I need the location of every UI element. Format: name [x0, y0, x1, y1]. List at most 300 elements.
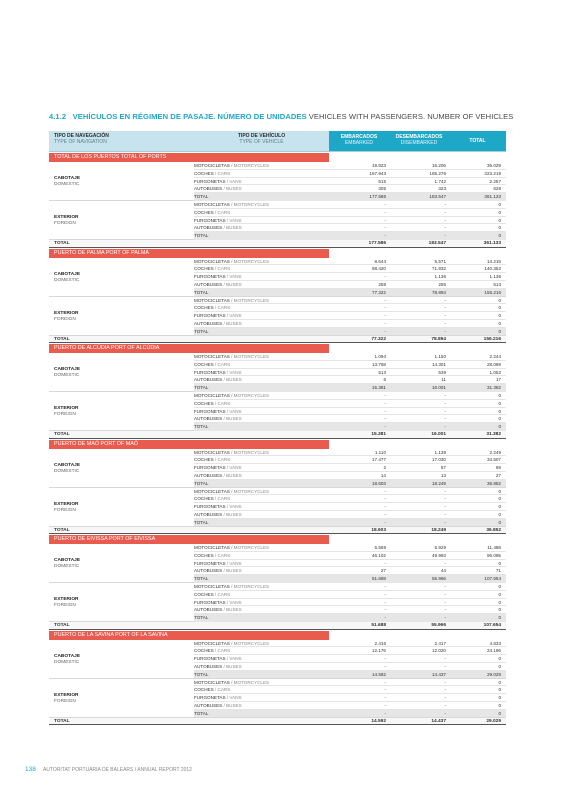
disembarked-value: 16.001: [431, 385, 446, 391]
vehicle-type-en: CARS: [217, 361, 231, 367]
grand-embarked: 77.322: [371, 336, 386, 342]
embarked-value: 13.768: [371, 361, 386, 367]
disembarked-value: 13: [440, 472, 446, 478]
table-row: [194, 583, 506, 591]
navigation-type-en: DOMESTIC: [54, 373, 80, 378]
label-separator: /: [213, 170, 218, 176]
navigation-block-domestic: [49, 640, 506, 679]
vehicle-type-es: TOTAL: [194, 671, 209, 677]
vehicle-type-label: [194, 392, 269, 400]
navigation-block-domestic: [49, 258, 506, 297]
embarked-value: -: [384, 702, 386, 708]
vehicle-type-es: MOTOCICLETAS: [194, 354, 230, 359]
disembarked-value: -: [444, 504, 446, 510]
vehicle-type-label: [194, 544, 269, 552]
port-section: [49, 440, 506, 535]
vehicle-type-label: [194, 495, 230, 503]
grand-disembarked: 55.966: [431, 623, 446, 628]
section-title: [49, 112, 519, 121]
port-name-en: PORT OF ALCÚDIA: [111, 345, 160, 351]
port-section: [49, 535, 506, 630]
header-des-en: DISEMBARKED: [400, 140, 438, 146]
grand-disembarked: 16.001: [431, 432, 446, 437]
label-separator: /: [225, 408, 230, 414]
total-value: 0: [498, 328, 501, 334]
vehicle-type-en: CARS: [217, 552, 231, 558]
vehicle-type-en: MOTORCYCLES: [233, 393, 270, 398]
vehicle-type-label: [194, 552, 230, 560]
disembarked-value: 323: [438, 186, 446, 192]
label-separator: /: [213, 687, 218, 693]
port-banner: [49, 440, 329, 449]
label-separator: /: [229, 297, 234, 303]
embarked-value: 17.477: [371, 457, 386, 463]
port-banner: [49, 344, 329, 353]
vehicle-type-es: AUTOBUSES: [194, 663, 223, 669]
vehicle-type-es: TOTAL: [194, 480, 209, 486]
vehicle-type-en: BUSES: [226, 568, 242, 574]
table-row: [194, 415, 506, 423]
total-value: 0: [498, 400, 501, 406]
total-value: 27: [495, 472, 501, 478]
table-header: [49, 131, 506, 152]
vehicle-type-es: AUTOBUSES: [194, 320, 223, 326]
disembarked-value: -: [444, 591, 446, 597]
total-value: 0: [498, 320, 501, 326]
section-number: 4.1.2: [49, 112, 67, 121]
label-separator: /: [225, 599, 230, 605]
embarked-value: -: [384, 328, 386, 334]
disembarked-value: 165.276: [429, 170, 446, 176]
header-emb-en: EMBARKED: [344, 140, 374, 146]
label-separator: /: [222, 416, 227, 422]
total-value: 96.095: [486, 552, 501, 558]
vehicle-type-es: FURGONETAS: [194, 408, 226, 414]
disembarked-value: -: [444, 400, 446, 406]
vehicle-type-label: [194, 679, 269, 687]
grand-embarked: 177.586: [368, 241, 386, 246]
total-value: 0: [498, 607, 501, 613]
disembarked-value: -: [444, 584, 446, 589]
label-separator: /: [222, 663, 227, 669]
port-name-es: PUERTO DE ALCÚDIA: [54, 345, 110, 351]
embarked-value: -: [384, 679, 386, 685]
disembarked-value: -: [444, 408, 446, 414]
table-row: [194, 232, 506, 240]
vehicle-type-es: AUTOBUSES: [194, 607, 223, 613]
table-row: [194, 686, 506, 694]
total-value: 0: [498, 217, 501, 223]
embarked-value: 157.943: [369, 170, 386, 176]
label-separator: /: [213, 552, 218, 558]
table-row: [194, 519, 506, 527]
total-value: 0: [498, 225, 501, 231]
grand-total: 36.852: [486, 527, 501, 533]
total-value: 71: [495, 568, 501, 574]
label-separator: /: [225, 656, 230, 662]
total-value: 2.244: [489, 354, 501, 359]
disembarked-value: -: [444, 615, 446, 621]
vehicle-type-en: MOTORCYCLES: [233, 202, 270, 207]
vehicle-type-label: [194, 232, 208, 240]
navigation-block-foreign: [49, 201, 506, 240]
total-value: 0: [498, 233, 501, 239]
port-name-en: PORT OF PALMA: [105, 249, 149, 256]
embarked-value: -: [384, 519, 386, 525]
total-value: 361.133: [484, 194, 501, 200]
total-value: 0: [498, 297, 501, 303]
navigation-type: [54, 654, 80, 666]
table-row: [194, 464, 506, 472]
navigation-type-es: CABOTAJE: [54, 367, 81, 372]
label-separator: /: [225, 695, 230, 701]
disembarked-value: -: [444, 702, 446, 708]
disembarked-value: -: [444, 313, 446, 319]
vehicle-type-label: [194, 193, 208, 201]
label-separator: /: [213, 648, 218, 654]
total-value: 2.257: [489, 178, 501, 184]
table-row: [194, 217, 506, 225]
header-total: [449, 131, 506, 151]
vehicle-type-es: COCHES: [194, 361, 214, 367]
vehicle-type-es: COCHES: [194, 305, 214, 311]
port-banner: [49, 535, 329, 544]
disembarked-value: 5.929: [434, 545, 446, 550]
vehicle-type-label: [194, 488, 269, 496]
vehicle-type-es: FURGONETAS: [194, 504, 226, 510]
total-value: 35.029: [486, 163, 501, 168]
label-separator: /: [213, 400, 218, 406]
vehicle-type-label: [194, 560, 242, 568]
grand-disembarked: 18.249: [431, 527, 446, 533]
label-separator: /: [222, 186, 227, 192]
total-value: 14.215: [486, 258, 501, 264]
disembarked-value: 183.547: [429, 194, 446, 200]
section-title-es: VEHÍCULOS EN RÉGIMEN DE PASAJE. NÚMERO DE UNIDADES: [72, 112, 307, 121]
total-value: 0: [498, 416, 501, 422]
table-row: [194, 265, 506, 273]
label-separator: /: [213, 305, 218, 311]
total-value: 4.833: [489, 640, 501, 646]
grand-total-label: TOTAL: [54, 432, 70, 437]
table-row: [194, 224, 506, 232]
disembarked-value: 16.206: [431, 163, 446, 168]
embarked-value: 258: [378, 281, 386, 287]
navigation-block-domestic: [49, 162, 506, 201]
table-row: [194, 408, 506, 416]
embarked-value: 177.586: [369, 194, 386, 200]
label-separator: /: [225, 465, 230, 471]
label-separator: /: [225, 504, 230, 510]
disembarked-value: -: [444, 599, 446, 605]
embarked-value: 305: [378, 186, 386, 192]
footer-report: ANNUAL REPORT 2012: [137, 767, 192, 773]
vehicle-type-label: [194, 297, 269, 305]
embarked-value: -: [384, 656, 386, 662]
vehicle-type-en: CARS: [217, 305, 231, 311]
vehicle-type-en: VANS: [229, 599, 242, 605]
vehicle-type-es: FURGONETAS: [194, 599, 226, 605]
embarked-value: 5.559: [374, 545, 386, 550]
embarked-value: 12.176: [371, 648, 386, 654]
total-value: 0: [498, 656, 501, 662]
disembarked-value: -: [444, 217, 446, 223]
vehicle-type-label: [194, 312, 242, 320]
grand-embarked: 14.592: [371, 718, 386, 724]
vehicle-type-es: COCHES: [194, 400, 214, 406]
embarked-value: -: [384, 599, 386, 605]
vehicle-type-es: MOTOCICLETAS: [194, 202, 230, 207]
grand-total-row: [49, 718, 506, 726]
table-row: [194, 655, 506, 663]
vehicle-type-en: BUSES: [226, 472, 242, 478]
vehicle-type-es: AUTOBUSES: [194, 416, 223, 422]
total-value: 0: [498, 599, 501, 605]
vehicle-type-es: FURGONETAS: [194, 217, 226, 223]
table-row: [194, 544, 506, 552]
header-navigation: [54, 133, 109, 145]
vehicle-type-es: AUTOBUSES: [194, 702, 223, 708]
embarked-value: 18.603: [371, 480, 386, 486]
disembarked-value: 2.417: [434, 640, 446, 646]
vehicle-type-label: [194, 320, 242, 328]
navigation-type: [54, 406, 79, 418]
vehicle-type-label: [194, 663, 242, 671]
total-value: 156.216: [484, 289, 501, 295]
label-separator: /: [222, 607, 227, 613]
total-value: 107.654: [484, 576, 501, 582]
vehicle-type-label: [194, 575, 208, 583]
vehicle-type-es: MOTOCICLETAS: [194, 449, 230, 455]
port-name-es: TOTAL DE LOS PUERTOS: [54, 154, 120, 160]
total-value: 0: [498, 560, 501, 566]
table-row: [194, 376, 506, 384]
navigation-type-es: EXTERIOR: [54, 597, 79, 602]
total-value: 28.069: [486, 361, 501, 367]
vehicle-type-label: [194, 640, 269, 648]
embarked-value: -: [384, 424, 386, 430]
table-row: [194, 185, 506, 193]
grand-embarked: 51.688: [371, 623, 386, 628]
vehicle-type-en: BUSES: [226, 663, 242, 669]
navigation-type-es: EXTERIOR: [54, 310, 79, 316]
table-row: [194, 162, 506, 170]
table-row: [194, 258, 506, 266]
table-row: [194, 694, 506, 702]
vehicle-type-es: MOTOCICLETAS: [194, 297, 230, 303]
disembarked-value: -: [444, 496, 446, 502]
embarked-value: 27: [380, 568, 386, 574]
total-value: 69: [495, 465, 501, 471]
navigation-type: [54, 502, 79, 514]
vehicle-type-es: MOTOCICLETAS: [194, 584, 230, 589]
page-number: 138: [25, 766, 36, 773]
disembarked-value: -: [444, 320, 446, 326]
vehicle-type-en: CARS: [217, 496, 231, 502]
disembarked-value: 5.571: [434, 258, 446, 264]
embarked-value: 1.094: [374, 354, 386, 359]
embarked-value: -: [384, 584, 386, 589]
vehicle-type-es: COCHES: [194, 209, 214, 215]
embarked-value: 15.381: [371, 385, 386, 391]
navigation-type-es: EXTERIOR: [54, 215, 79, 220]
vehicle-type-label: [194, 162, 269, 170]
total-value: 0: [498, 202, 501, 207]
vehicle-type-en: CARS: [217, 591, 231, 597]
label-separator: /: [229, 258, 234, 264]
table-row: [194, 591, 506, 599]
label-separator: /: [225, 217, 230, 223]
disembarked-value: 14.437: [431, 671, 446, 677]
table-row: [194, 297, 506, 305]
port-name-es: PUERTO DE PALMA: [54, 249, 105, 256]
vehicle-type-es: MOTOCICLETAS: [194, 679, 230, 685]
label-separator: /: [229, 163, 234, 168]
total-value: 0: [498, 496, 501, 502]
total-value: 513: [493, 281, 501, 287]
disembarked-value: 539: [438, 369, 446, 375]
section-title-en: VEHICLES WITH PASSENGERS. NUMBER OF VEHICLES: [308, 112, 514, 121]
vehicle-type-en: VANS: [229, 217, 242, 223]
embarked-value: -: [384, 504, 386, 510]
header-disembarked: [389, 131, 449, 151]
disembarked-value: -: [444, 656, 446, 662]
embarked-value: 51.688: [371, 576, 386, 582]
embarked-value: 77.322: [371, 289, 386, 295]
vehicle-type-es: TOTAL: [194, 385, 209, 391]
navigation-type-en: FOREIGN: [54, 603, 76, 608]
vehicle-type-es: COCHES: [194, 648, 214, 654]
disembarked-value: -: [444, 297, 446, 303]
vehicle-type-en: MOTORCYCLES: [233, 679, 270, 685]
embarked-value: -: [384, 297, 386, 303]
vehicle-type-en: VANS: [229, 408, 242, 414]
grand-total-row: [49, 240, 506, 248]
vehicle-type-es: FURGONETAS: [194, 656, 226, 662]
port-section: [49, 249, 506, 344]
embarked-value: 8.644: [374, 258, 386, 264]
vehicle-type-en: MOTORCYCLES: [233, 545, 270, 550]
embarked-value: 1.110: [374, 449, 386, 455]
vehicle-type-es: TOTAL: [194, 424, 209, 430]
port-name-en: PORT OF MAÓ: [100, 440, 139, 447]
table-row: [194, 710, 506, 718]
vehicle-type-label: [194, 567, 242, 575]
navigation-type: [54, 597, 79, 609]
vehicle-type-label: [194, 694, 242, 702]
vehicle-type-es: AUTOBUSES: [194, 186, 223, 192]
embarked-value: 19.823: [371, 163, 386, 168]
vehicle-type-es: TOTAL: [194, 233, 209, 239]
grand-total-label: TOTAL: [54, 623, 70, 628]
disembarked-value: -: [444, 233, 446, 239]
vehicle-type-en: BUSES: [226, 511, 242, 517]
header-total-label: TOTAL: [469, 138, 486, 144]
vehicle-type-label: [194, 369, 242, 377]
embarked-value: -: [384, 687, 386, 693]
disembarked-value: 18.249: [431, 480, 446, 486]
vehicle-type-label: [194, 361, 230, 369]
navigation-type-en: FOREIGN: [54, 316, 76, 322]
vehicle-type-es: MOTOCICLETAS: [194, 488, 230, 494]
disembarked-value: 55.966: [431, 576, 446, 582]
vehicle-type-es: FURGONETAS: [194, 274, 226, 280]
grand-total: 29.029: [486, 718, 501, 724]
label-separator: /: [225, 274, 230, 280]
vehicle-type-en: MOTORCYCLES: [233, 584, 270, 589]
vehicle-type-label: [194, 224, 242, 232]
embarked-value: 14.592: [371, 671, 386, 677]
vehicle-type-en: BUSES: [226, 607, 242, 613]
disembarked-value: 49.993: [431, 552, 446, 558]
total-value: 140.352: [484, 266, 501, 272]
vehicle-type-es: AUTOBUSES: [194, 511, 223, 517]
table-row: [194, 392, 506, 400]
vehicle-type-es: TOTAL: [194, 710, 209, 716]
table-row: [194, 647, 506, 655]
port-name-en: PORT OF EIVISSA: [108, 536, 156, 542]
vehicle-type-label: [194, 702, 242, 710]
vehicle-type-es: MOTOCICLETAS: [194, 163, 230, 168]
total-value: 24.196: [486, 648, 501, 654]
footer-separator: /: [133, 767, 138, 773]
navigation-block-domestic: [49, 544, 506, 583]
vehicle-type-label: [194, 170, 230, 178]
ports-container: [49, 153, 506, 725]
grand-total-label: TOTAL: [54, 527, 70, 533]
label-separator: /: [222, 281, 227, 287]
embarked-value: -: [384, 305, 386, 311]
navigation-type-en: FOREIGN: [54, 698, 76, 704]
embarked-value: -: [384, 408, 386, 414]
vehicle-type-label: [194, 480, 208, 488]
vehicle-type-en: MOTORCYCLES: [233, 640, 270, 646]
label-separator: /: [225, 369, 230, 375]
vehicle-type-label: [194, 217, 242, 225]
disembarked-value: 17.030: [431, 457, 446, 463]
header-veh-es: TIPO DE VEHÍCULO: [237, 133, 286, 139]
footer-org: AUTORITAT PORTUÀRIA DE BALEARS: [42, 767, 134, 773]
disembarked-value: -: [444, 424, 446, 430]
label-separator: /: [222, 702, 227, 708]
total-value: 0: [498, 702, 501, 708]
vehicle-type-en: MOTORCYCLES: [233, 297, 270, 303]
table-row: [194, 273, 506, 281]
table-row: [194, 488, 506, 496]
vehicle-type-label: [194, 655, 242, 663]
grand-total-label: TOTAL: [54, 336, 70, 342]
table-row: [194, 369, 506, 377]
vehicle-type-label: [194, 178, 242, 186]
embarked-value: 513: [378, 369, 386, 375]
vehicle-type-label: [194, 472, 242, 480]
total-value: 0: [498, 519, 501, 525]
embarked-value: -: [384, 217, 386, 223]
table-row: [194, 170, 506, 178]
vehicle-type-en: VANS: [229, 369, 242, 375]
embarked-value: -: [384, 393, 386, 398]
vehicle-type-label: [194, 423, 208, 431]
grand-total: 107.654: [483, 623, 501, 628]
navigation-type: [54, 215, 79, 227]
vehicle-type-en: CARS: [217, 209, 231, 215]
embarked-value: 2.416: [374, 640, 386, 646]
vehicle-type-en: MOTORCYCLES: [233, 163, 270, 168]
navigation-type-es: CABOTAJE: [54, 558, 81, 563]
embarked-value: 515: [378, 178, 386, 184]
total-value: 2.249: [489, 449, 501, 455]
vehicle-type-en: VANS: [229, 504, 242, 510]
